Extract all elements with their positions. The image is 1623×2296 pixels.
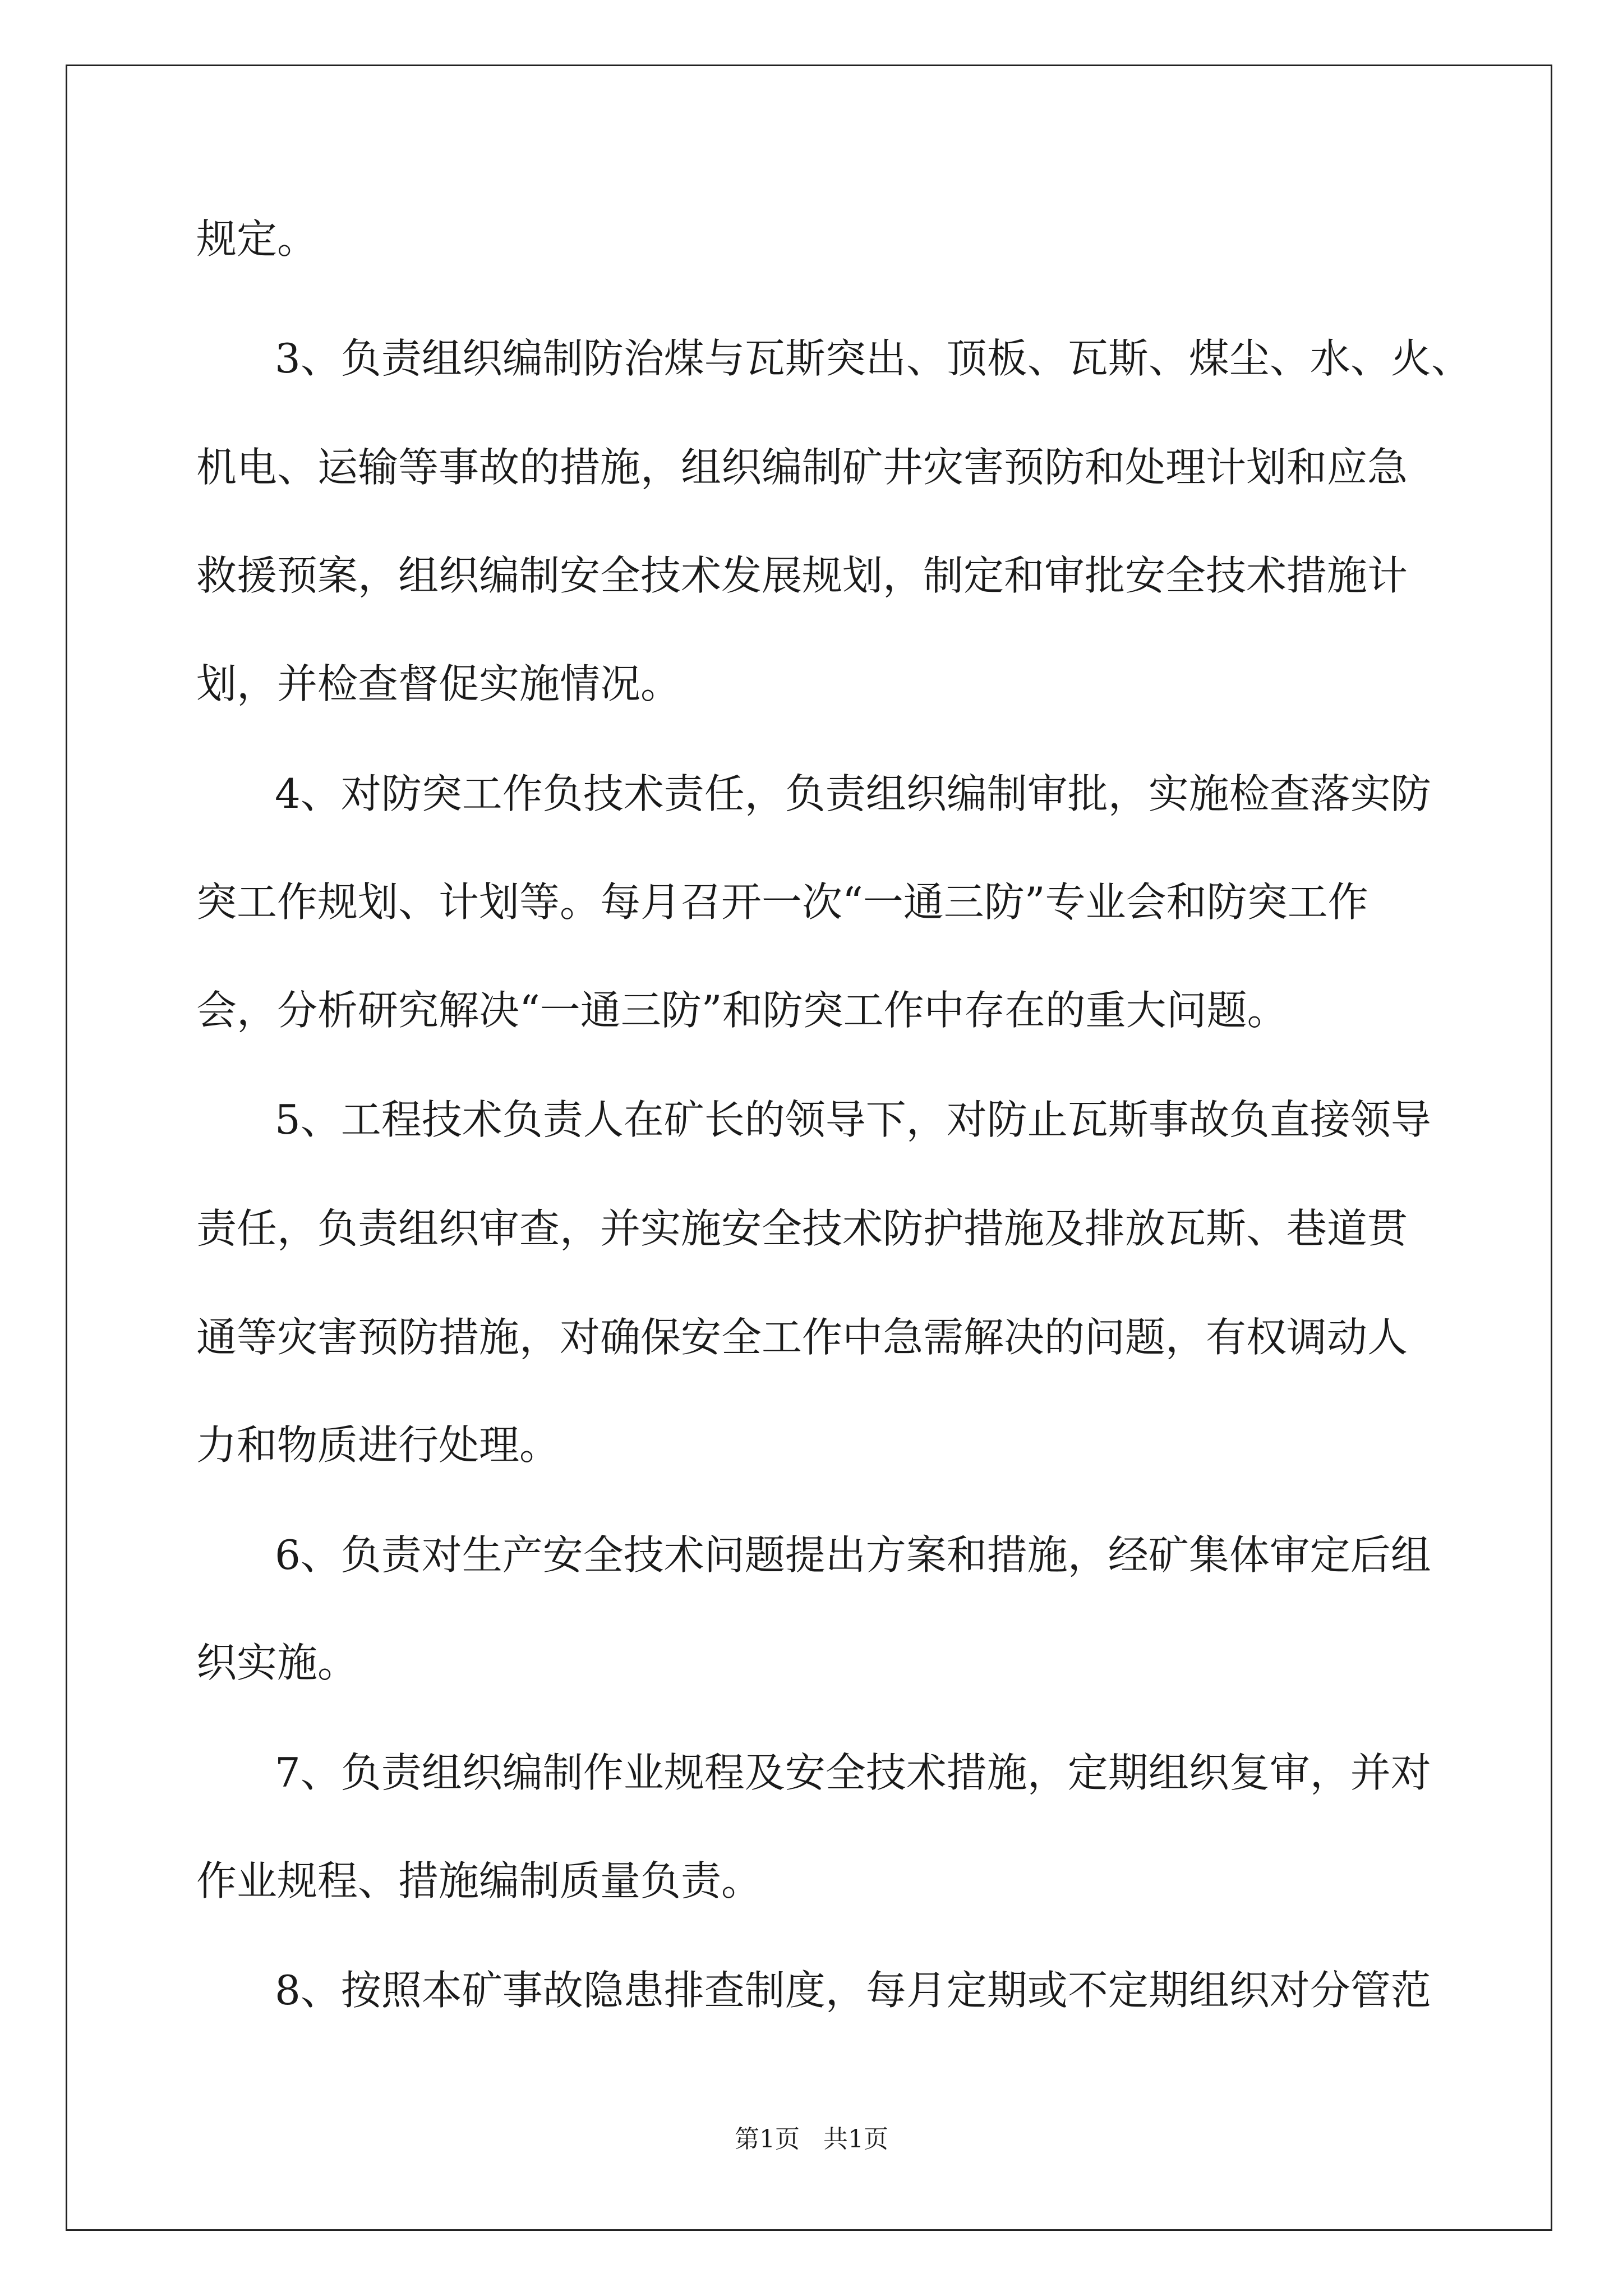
body-line: 力和物质进行处理。 [196,1421,560,1469]
body-line: 会，分析研究解决“一通三防”和防突工作中存在的重大问题。 [196,987,1288,1034]
body-line: 责任，负责组织审查，并实施安全技术防护措施及排放瓦斯、巷道贯 [196,1205,1408,1252]
body-line: 机电、运输等事故的措施，组织编制矿井灾害预防和处理计划和应急 [196,444,1408,491]
body-line: 作业规程、措施编制质量负责。 [196,1857,762,1904]
body-line: 规定。 [196,215,318,263]
body-line: 通等灾害预防措施，对确保安全工作中急需解决的问题，有权调动人 [196,1314,1408,1361]
body-line: 3、负责组织编制防治煤与瓦斯突出、顶板、瓦斯、煤尘、水、火、 [275,335,1472,382]
body-line: 7、负责组织编制作业规程及安全技术措施，定期组织复审，并对 [275,1749,1431,1796]
page-footer: 第1页 共1页 [735,2125,888,2154]
body-line: 划，并检查督促实施情况。 [196,660,681,707]
body-line: 救援预案，组织编制安全技术发展规划，制定和审批安全技术措施计 [196,552,1408,599]
body-line: 织实施。 [196,1639,358,1686]
page-border [66,65,1552,2231]
body-line: 6、负责对生产安全技术问题提出方案和措施，经矿集体审定后组 [275,1531,1431,1579]
body-line: 5、工程技术负责人在矿长的领导下，对防止瓦斯事故负直接领导 [275,1096,1431,1143]
body-line: 8、按照本矿事故隐患排查制度，每月定期或不定期组织对分管范 [275,1967,1431,2014]
body-line: 突工作规划、计划等。每月召开一次“一通三防”专业会和防突工作 [196,878,1368,926]
body-line: 4、对防突工作负技术责任，负责组织编制审批，实施检查落实防 [275,770,1431,817]
